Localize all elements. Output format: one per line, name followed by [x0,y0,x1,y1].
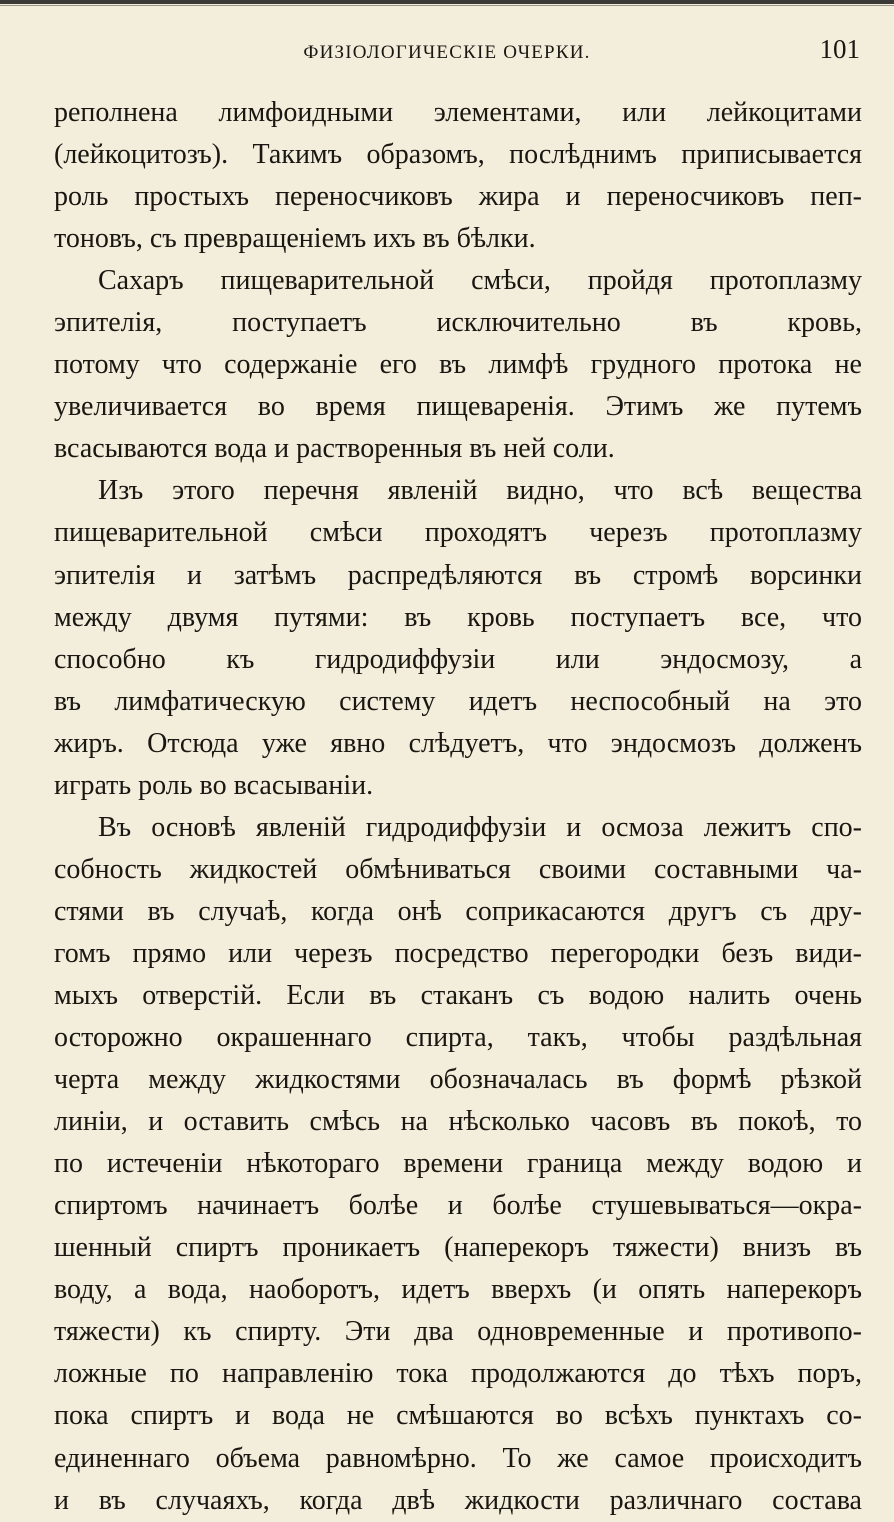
text-line: по истеченіи нѣкотораго времени граница между водою и [54,1148,862,1180]
top-border-thin-rule [0,5,894,6]
text-line: гомъ прямо или черезъ посредство перегородки безъ види- [54,937,862,969]
text-line: шенный спиртъ проникаетъ (наперекоръ тяжести) внизъ въ [54,1232,862,1264]
text-line: и въ случаяхъ, когда двѣ жидкости различнаго состава [54,1484,862,1516]
text-line: эпителія, поступаетъ исключительно въ кровь, [54,307,862,339]
text-line: тоновъ, съ превращеніемъ ихъ въ бѣлки. [54,223,536,255]
text-line: эпителія и затѣмъ распредѣляются въ стромѣ ворсинки [54,559,862,591]
text-line: ложные по направленію тока продолжаются до тѣхъ поръ, [54,1358,862,1390]
text-line: роль простыхъ переносчиковъ жира и переносчиковъ пеп- [54,181,862,213]
text-line: единеннаго объема равномѣрно. То же самое происходитъ [54,1442,862,1474]
text-line: линіи, и оставить смѣсь на нѣсколько часовъ въ покоѣ, то [54,1106,862,1138]
text-line: Изъ этого перечня явленій видно, что всѣ вещества [98,475,862,507]
text-line: потому что содержаніе его въ лимфѣ грудного протока не [54,349,862,381]
text-line: способно къ гидродиффузіи или эндосмозу, а [54,643,862,675]
text-line: Сахаръ пищеварительной смѣси, пройдя протоплазму [98,265,862,297]
text-line: пока спиртъ и вода не смѣшаются во всѣхъ пунктахъ со- [54,1400,862,1432]
page-number: 101 [819,34,860,64]
body-text [54,92,862,1522]
text-line: увеличивается во время пищеваренія. Этимъ же путемъ [54,391,862,423]
text-line: черта между жидкостями обозначалась въ формѣ рѣзкой [54,1064,862,1096]
text-line: (лейкоцитозъ). Такимъ образомъ, послѣднимъ приписывается [54,139,862,171]
text-line: мыхъ отверстій. Если въ стаканъ съ водою налить очень [54,979,862,1011]
text-line: Въ основѣ явленій гидродиффузіи и осмоза лежитъ спо- [98,811,862,843]
top-border-rule [0,0,894,4]
running-header-title: ФИЗІОЛОГИЧЕСКІЕ ОЧЕРКИ. [303,42,591,63]
text-line: спиртомъ начинаетъ болѣе и болѣе стушевываться—окра- [54,1190,862,1222]
text-line: стями въ случаѣ, когда онѣ соприкасаются другъ съ дру- [54,895,862,927]
text-line: пищеварительной смѣси проходятъ черезъ протоплазму [54,517,862,549]
text-line: между двумя путями: въ кровь поступаетъ все, что [54,601,862,633]
text-line: играть роль во всасываніи. [54,769,374,801]
text-line: собность жидкостей обмѣниваться своими составными ча- [54,853,862,885]
text-line: въ лимфатическую систему идетъ неспособный на это [54,685,862,717]
text-line: осторожно окрашеннаго спирта, такъ, чтобы раздѣльная [54,1022,862,1054]
text-line: реполнена лимфоидными элементами, или лейкоцитами [54,97,862,128]
text-line: жиръ. Отсюда уже явно слѣдуетъ, что эндосмозъ долженъ [54,727,862,759]
text-line: всасываются вода и растворенныя въ ней соли. [54,433,615,465]
text-line: воду, а вода, наоборотъ, идетъ вверхъ (и опять наперекоръ [54,1274,862,1306]
text-line: тяжести) къ спирту. Эти два одновременные и противопо- [54,1316,862,1348]
